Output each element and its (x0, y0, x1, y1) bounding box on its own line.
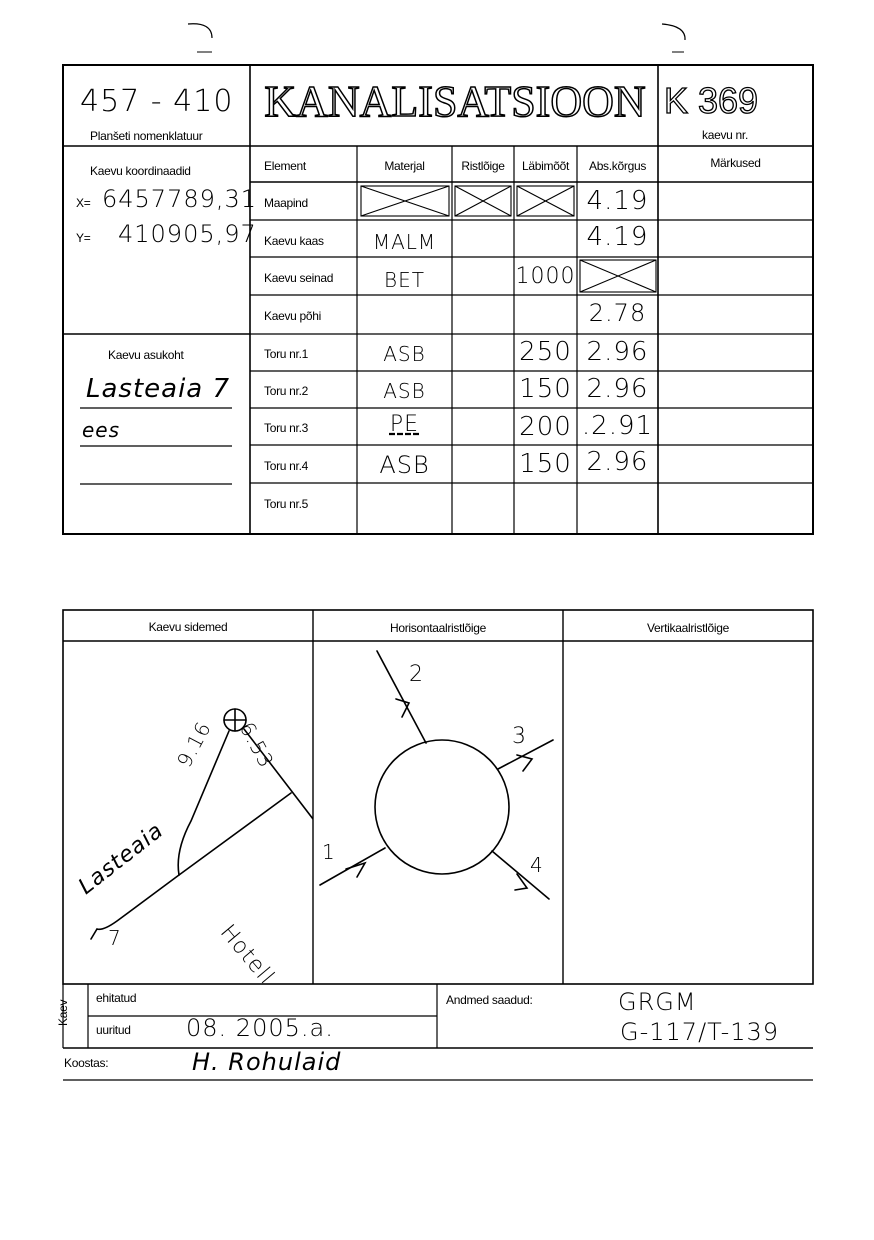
coords-label: Kaevu koordinaadid (90, 164, 191, 178)
well-label: kaevu nr. (702, 128, 748, 142)
x-value: 6457789,31 (102, 185, 258, 213)
data-source-value1: GRGM (618, 988, 697, 1016)
col-header-diameter: Läbimõõt (522, 159, 569, 173)
row-elev: 2.96 (586, 447, 649, 477)
house-number-label: 7 (108, 926, 122, 950)
row-material: BET (384, 268, 425, 292)
row-element: Kaevu põhi (264, 309, 322, 323)
row-diameter: 200 (519, 412, 572, 442)
row-material: PE (389, 412, 420, 437)
row-elev: .2.91 (581, 411, 654, 441)
pipe-4-label: 4 (530, 853, 544, 877)
row-material: ASB (383, 342, 426, 366)
row-element: Toru nr.5 (264, 497, 308, 511)
row-diameter: 1000 (515, 264, 576, 289)
well-circle (375, 740, 509, 874)
row-diameter: 250 (519, 337, 572, 367)
compiled-value: H. Rohulaid (192, 1048, 342, 1076)
location-label: Kaevu asukoht (108, 348, 184, 362)
row-elev: 2.78 (588, 299, 647, 327)
surveyed-value: 08. 2005.a. (186, 1014, 334, 1042)
row-element: Maapind (264, 196, 308, 210)
row-elev: 2.96 (586, 374, 649, 404)
row-elev: 2.96 (586, 337, 649, 367)
row-diameter: 150 (519, 374, 572, 404)
data-source-value2: G-117/T-139 (620, 1018, 780, 1046)
horizontal-section-sketch (313, 641, 563, 984)
row-material: MALM (372, 230, 437, 254)
row-element: Kaevu seinad (264, 271, 334, 285)
row-element: Toru nr.4 (264, 459, 308, 473)
row-element: Toru nr.1 (264, 347, 308, 361)
col-header-notes: Märkused (710, 156, 761, 170)
row-element: Toru nr.3 (264, 421, 308, 435)
section-ties-title: Kaevu sidemed (148, 620, 228, 634)
location-line1: Lasteaia 7 (86, 374, 231, 404)
col-header-elev: Abs.kõrgus (588, 159, 647, 173)
col-header-element: Element (264, 159, 306, 173)
row-material: ASB (379, 451, 430, 479)
built-label: ehitatud (96, 991, 137, 1005)
y-label: Y= (76, 231, 91, 245)
building-label: Hotell (214, 920, 280, 990)
pipe-2-label: 2 (409, 662, 424, 687)
distance-a-label: 9.16 (172, 717, 216, 772)
surveyed-label: uuritud (96, 1023, 131, 1037)
row-material: ASB (383, 379, 426, 403)
row-diameter: 150 (519, 449, 572, 479)
well-side-label: Kaev (56, 999, 70, 1026)
compiled-label: Koostas: (64, 1056, 109, 1070)
data-source-label: Andmed saadud: (446, 993, 533, 1007)
col-header-material: Materjal (384, 159, 425, 173)
well-number: K 369 (664, 80, 759, 121)
pipe-1-label: 1 (322, 840, 336, 864)
row-elev: 4.19 (586, 186, 649, 216)
distance-b-label: 6.53 (234, 718, 279, 773)
form-title: KANALISATSIOON (264, 77, 646, 126)
y-value: 410905,97 (118, 220, 257, 248)
row-element: Kaevu kaas (264, 234, 324, 248)
plan-number: 457 - 410 (80, 84, 234, 119)
location-line2: ees (82, 418, 121, 442)
ties-sketch (63, 641, 313, 984)
row-element: Toru nr.2 (264, 384, 308, 398)
section-vertical-title: Vertikaalristlõige (647, 621, 729, 635)
street-label: Lasteaia (74, 818, 169, 900)
section-horizontal-title: Horisontaalristlõige (389, 621, 487, 635)
x-label: X= (76, 196, 91, 210)
col-header-cross: Ristlõige (461, 159, 505, 173)
row-elev: 4.19 (586, 222, 649, 252)
pipe-3-label: 3 (512, 724, 527, 749)
plan-label: Planšeti nomenklatuur (90, 129, 203, 143)
